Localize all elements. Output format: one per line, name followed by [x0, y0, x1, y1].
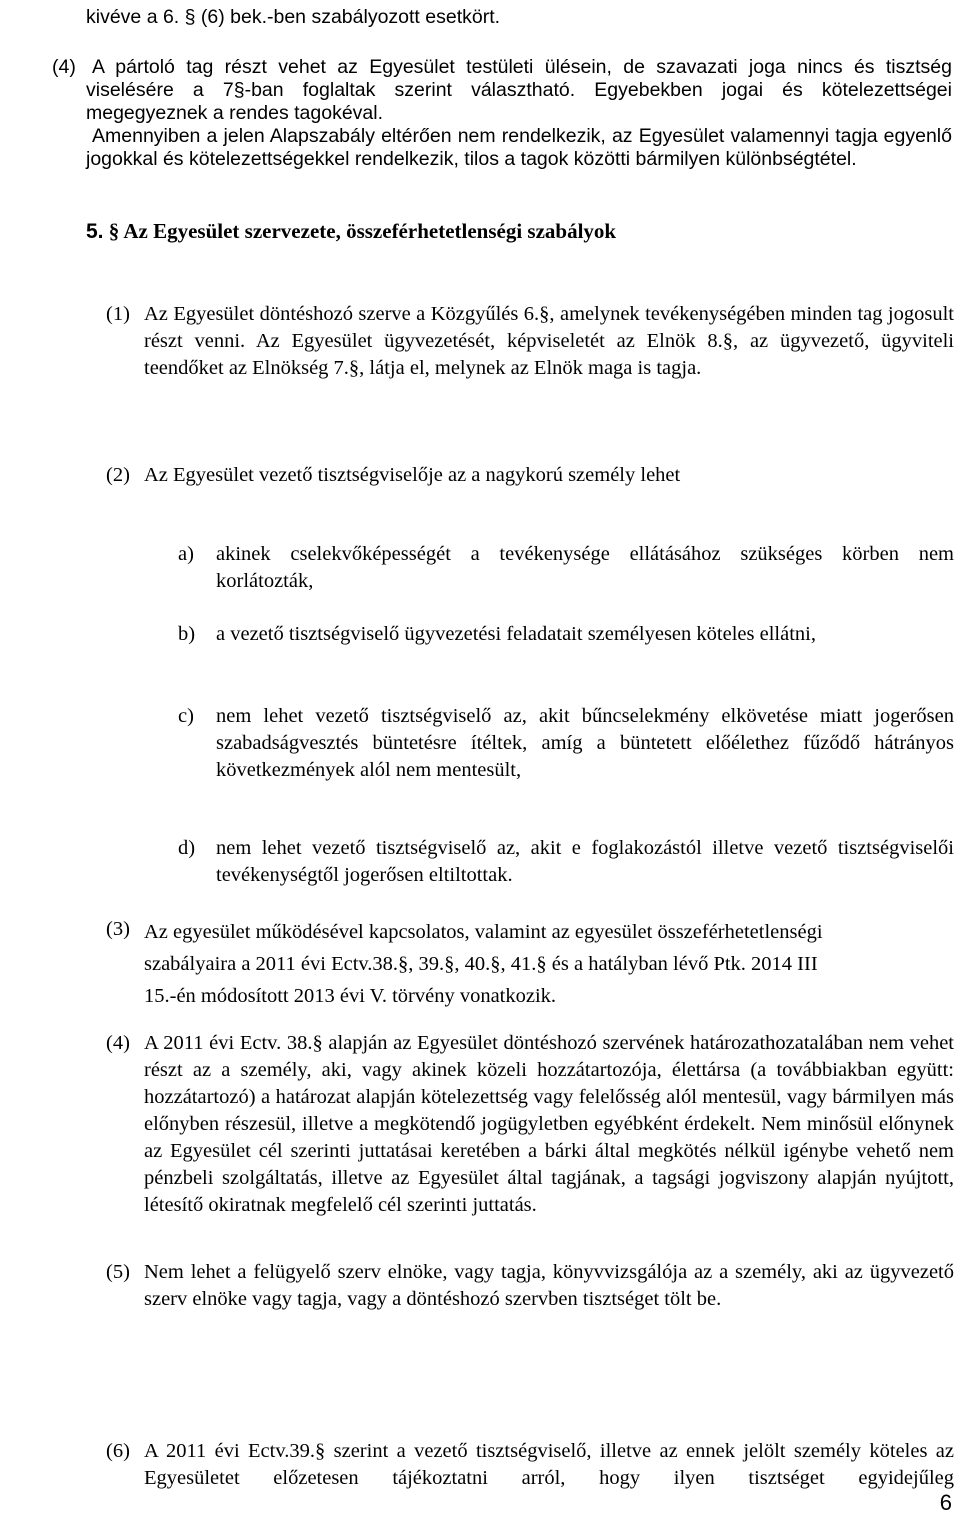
- list-label: c): [178, 705, 194, 727]
- paragraph-line: Az egyesület működésével kapcsolatos, valamint az egyesület összeférhetetlenségi: [144, 921, 823, 943]
- page-number: 6: [939, 1490, 952, 1515]
- paragraph-3: [106, 916, 954, 1011]
- section-title: § Az Egyesület szervezete, összeférhetetlenségi szabályok: [108, 219, 617, 243]
- paragraph-text: Az Egyesület vezető tisztségviselője az a nagykorú személy lehet: [144, 464, 681, 486]
- list-item-b: [178, 621, 954, 651]
- list-text: akinek cselekvőképességét a tevékenysége ellátásához szükséges körben nem korlátozták,: [216, 543, 954, 592]
- paragraph-text: Az Egyesület döntéshozó szerve a Közgyűlés 6.§, amelynek tevékenységében minden tag jogosult részt venni. Az Egyesület ügyvezetését, képviseletét az Elnök 8.§, az ügyvezető, ügyviteli teendőket az Elnökség 7.§, látja el, melynek az Elnök maga is tagja.: [144, 303, 954, 379]
- paragraph-text: A 2011 évi Ectv.39.§ szerint a vezető tisztségviselő, illetve az ennek jelölt személy köteles az Egyesületet előzetesen tájékoztatni arról, hogy ilyen tisztséget egyidejűleg: [144, 1440, 954, 1489]
- paragraph-1: [106, 301, 954, 411]
- paragraph-6: [106, 1438, 954, 1498]
- paragraph-number: (4): [106, 1032, 130, 1054]
- paragraph-line: szabályaira a 2011 évi Ectv.38.§, 39.§, 40.§, 41.§ és a hatályban lévő Ptk. 2014 III: [144, 953, 818, 975]
- top-line: kivéve a 6. § (6) bek.-ben szabályozott esetkört.: [86, 6, 501, 28]
- equality-paragraph: Amennyiben a jelen Alapszabály eltérően nem rendelkezik, az Egyesület valamennyi tagja egyenlő jogokkal és kötelezettségekkel rendelkezik, tilos a tagok közötti bármilyen különbségtétel.: [86, 125, 952, 170]
- paragraph-4: [106, 1030, 954, 1245]
- paragraph-text: A 2011 évi Ectv. 38.§ alapján az Egyesület döntéshozó szervének határozathozatalában nem vehet részt az a személy, aki, vagy akinek közeli hozzátartozója, élettársa (a továbbiakban együtt: hozzátartozó) a határozat alapján kötelezettség vagy felelősség alól mentesül, vagy bármilyen más előnyben részesül, illetve a megkötendő jogügyletben egyébként érdekelt. Nem minősül előnynek az Egyesület cél szerinti juttatásai keretében a bárki által megkötés nélkül igénybe vehető nem pénzbeli szolgáltatás, illetve az Egyesület által tagjának, a tagsági jogviszony alapján nyújtott, létesítő okiratnak megfelelő cél szerinti juttatás.: [144, 1032, 954, 1216]
- member-rights-paragraph: [52, 56, 952, 126]
- paragraph-number: (4): [52, 56, 76, 78]
- list-label: d): [178, 837, 196, 859]
- paragraph-number: (2): [106, 464, 130, 486]
- list-item-a: [178, 541, 954, 601]
- list-label: b): [178, 623, 196, 645]
- paragraph-5: [106, 1259, 954, 1319]
- paragraph-line: 15.-én módosított 2013 évi V. törvény vonatkozik.: [144, 985, 557, 1007]
- list-label: a): [178, 543, 194, 565]
- paragraph-number: (3): [106, 918, 130, 940]
- paragraph-number: (5): [106, 1261, 130, 1283]
- section-5-heading: [86, 218, 616, 245]
- paragraph-number: (1): [106, 303, 130, 325]
- paragraph-number: (6): [106, 1440, 130, 1462]
- paragraph-text: Nem lehet a felügyelő szerv elnöke, vagy tagja, könyvvizsgálója az a személy, aki az ügyvezető szerv elnöke vagy tagja, vagy a döntéshozó szervben tisztséget tölt be.: [144, 1261, 954, 1310]
- paragraph-text: A pártoló tag részt vehet az Egyesület testületi ülésein, de szavazati joga nincs és tisztség viselésére a 7§-ban foglaltak szerint választható. Egyebekben jogai és kötelezettségei megegyeznek a rendes tagokéval.: [86, 56, 952, 124]
- paragraph-2: [106, 462, 954, 492]
- list-text: a vezető tisztségviselő ügyvezetési feladatait személyesen köteles ellátni,: [216, 623, 816, 645]
- paragraph-text: [144, 916, 954, 1012]
- list-item-c: [178, 703, 954, 788]
- list-text: nem lehet vezető tisztségviselő az, akit e foglakozástól illetve vezető tisztségviselői tevékenységtől jogerősen eltiltottak.: [216, 837, 954, 886]
- section-number: 5.: [86, 220, 104, 243]
- list-item-d: [178, 835, 954, 895]
- list-text: nem lehet vezető tisztségviselő az, akit bűncselekmény elkövetése miatt jogerősen szabadságvesztés büntetésre ítéltek, amíg a büntetett előélethez fűződő hátrányos következmények alól nem mentesült,: [216, 705, 954, 781]
